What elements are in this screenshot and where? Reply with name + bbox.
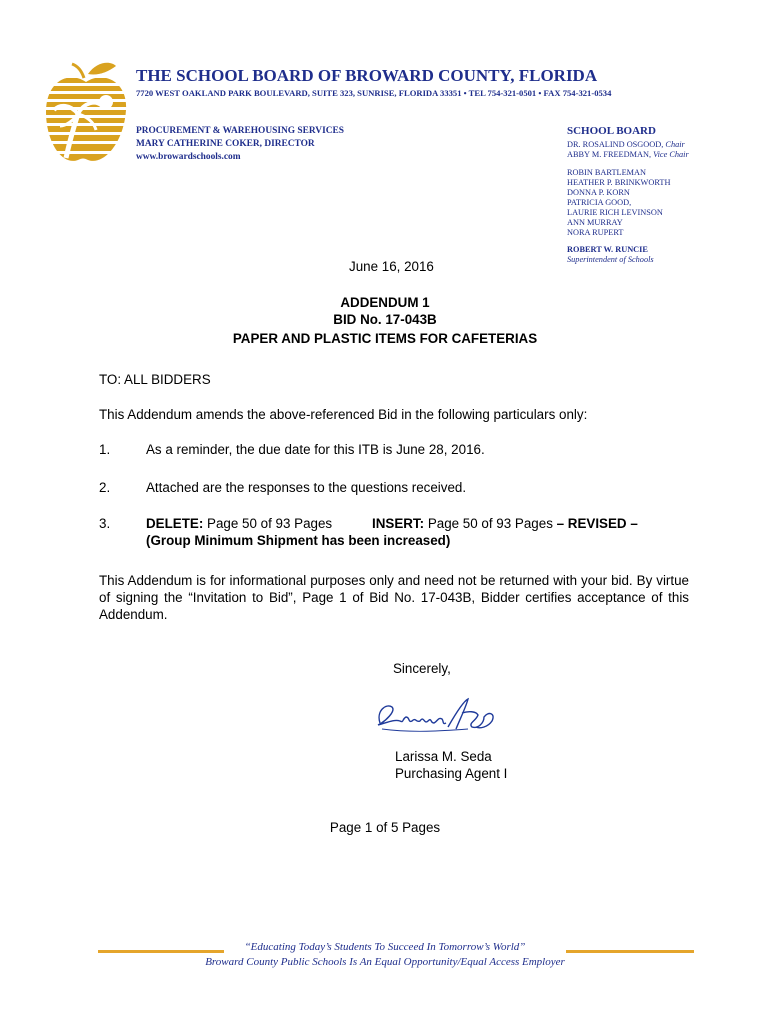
board-vice-chair-role: Vice Chair [653, 150, 689, 159]
revised-marker: – REVISED – [556, 516, 638, 531]
superintendent-title: Superintendent of Schools [567, 255, 654, 264]
insert-label: INSERT: [372, 516, 425, 531]
organization-name: THE SCHOOL BOARD OF BROWARD COUNTY, FLORIDA [136, 66, 598, 85]
handwritten-signature [372, 693, 502, 737]
bid-number: BID No. 17-043B [333, 312, 437, 327]
delete-label: DELETE: [146, 516, 204, 531]
recipient-line: TO: ALL BIDDERS [99, 372, 211, 387]
addendum-title: ADDENDUM 1 [340, 295, 430, 310]
item-number: 2. [99, 480, 111, 495]
board-members-list [567, 168, 707, 238]
delete-instruction [146, 516, 332, 532]
board-member: HEATHER P. BRINKWORTH [567, 178, 671, 187]
insert-instruction [372, 516, 638, 532]
revision-note: (Group Minimum Shipment has been increased) [146, 533, 451, 548]
board-member: DONNA P. KORN [567, 188, 630, 197]
item-number: 3. [99, 516, 111, 531]
bid-title: PAPER AND PLASTIC ITEMS FOR CAFETERIAS [232, 331, 538, 346]
valediction: Sincerely, [393, 661, 451, 676]
department-director: MARY CATHERINE COKER, DIRECTOR [136, 139, 315, 149]
footer-motto: “Educating Today’s Students To Succeed In Tomorrow’s World” [244, 941, 526, 953]
item-text: As a reminder, the due date for this ITB is June 28, 2016. [146, 442, 485, 457]
insert-page: Page 50 of 93 Pages [427, 516, 553, 531]
item-number: 1. [99, 442, 111, 457]
intro-paragraph: This Addendum amends the above-referenced Bid in the following particulars only: [99, 407, 588, 422]
signer-title: Purchasing Agent I [395, 766, 508, 781]
department-name: PROCUREMENT & WAREHOUSING SERVICES [136, 126, 344, 136]
board-chair-role: Chair [665, 140, 685, 149]
superintendent-name: ROBERT W. RUNCIE [567, 245, 648, 254]
organization-address: 7720 WEST OAKLAND PARK BOULEVARD, SUITE 323, SUNRISE, FLORIDA 33351 • TEL 754-321-0501 • FAX 754-321-0534 [136, 88, 612, 98]
letter-date: June 16, 2016 [349, 259, 434, 274]
board-member: NORA RUPERT [567, 228, 624, 237]
department-website[interactable]: www.browardschools.com [136, 152, 241, 162]
board-chair [567, 140, 685, 150]
board-member: ANN MURRAY [567, 218, 623, 227]
board-member: LAURIE RICH LEVINSON [567, 208, 663, 217]
closing-paragraph: This Addendum is for informational purposes only and need not be returned with your bid. By virtue of signing the “Invitation to Bid”, Page 1 of Bid No. 17-043B, Bidder certifies acceptance of this Addendum. [99, 573, 689, 622]
board-chair-name: DR. ROSALIND OSGOOD, [567, 140, 664, 149]
school-board-heading: SCHOOL BOARD [567, 125, 656, 137]
board-member: PATRICIA GOOD, [567, 198, 632, 207]
footer-equal-opportunity: Broward County Public Schools Is An Equal Opportunity/Equal Access Employer [205, 956, 565, 968]
board-vice-chair [567, 150, 689, 160]
board-member: ROBIN BARTLEMAN [567, 168, 647, 177]
apple-palm-tree-logo [44, 60, 128, 168]
board-vice-chair-name: ABBY M. FREEDMAN, [567, 150, 652, 159]
page-count: Page 1 of 5 Pages [329, 820, 441, 835]
signer-name: Larissa M. Seda [395, 749, 492, 764]
item-text: Attached are the responses to the questions received. [146, 480, 467, 495]
delete-page: Page 50 of 93 Pages [207, 516, 333, 531]
